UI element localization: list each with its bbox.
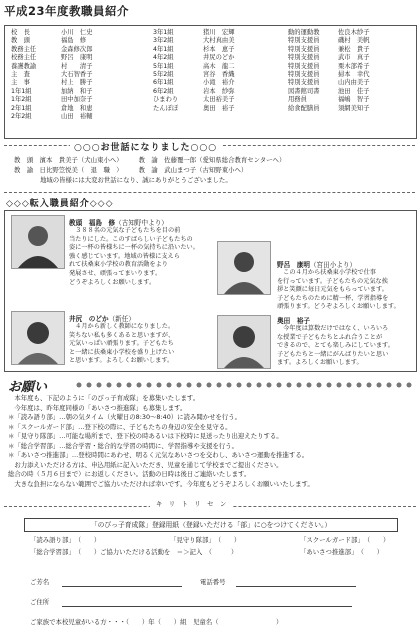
request-line: 大きな負担にならない範囲でご協力いただければ幸いです。今年度もどうぞよろしくお願いいたします。: [8, 479, 314, 488]
staff-name: 金森修次郎: [61, 45, 93, 53]
ornament-dot: [307, 383, 312, 388]
person-2-message: [277, 269, 400, 312]
person-portrait-icon: [12, 216, 64, 268]
staff-role: 特別支援員: [288, 54, 320, 62]
ornament-dot: [357, 383, 362, 388]
ornament-dot: [377, 383, 382, 388]
staff-role: 動的運動教: [288, 29, 320, 36]
staff-row: [288, 37, 369, 45]
staff-row: [288, 105, 369, 113]
staff-role: 3年2組: [153, 37, 174, 45]
staff-row: [153, 54, 234, 62]
message-line: 元気いっぱい頑張ります。子どもたち: [69, 340, 174, 348]
person-1-message: [69, 227, 199, 287]
ornament-dot: [117, 383, 122, 388]
staff-name: 福嶋 智子: [338, 96, 370, 104]
staff-role: 主 事: [11, 79, 30, 87]
staff-name: 大村真由美: [203, 37, 235, 45]
staff-photo: [11, 215, 65, 269]
staff-name: 奥田 裕子: [203, 104, 235, 112]
request-line: ＊「総合学習部」…総合学習・総合的な学習の時間に、学習指導や支援を行う。: [8, 441, 239, 450]
thanks-banner: ○○○お世話になりました○○○: [70, 140, 221, 153]
staff-role: 主 査: [11, 70, 30, 78]
ornament-dot: [107, 383, 112, 388]
staff-column-1: [11, 29, 92, 121]
transfer-box: [4, 210, 417, 372]
staff-row: [11, 46, 92, 54]
staff-name: 太田裕美子: [203, 96, 235, 104]
staff-name: 山内由美子: [338, 79, 370, 87]
divider: [4, 192, 415, 193]
staff-row: [153, 96, 234, 104]
staff-name: 高木 龍二: [203, 62, 235, 70]
staff-role: 校 長: [11, 29, 30, 36]
staff-name: 山田 裕輔: [61, 112, 93, 120]
person-2-name: 野呂 康明（宮田小より）: [277, 261, 357, 269]
staff-role: 校務主任: [11, 54, 37, 62]
staff-role: 特別支援員: [288, 70, 320, 78]
staff-row: [11, 37, 92, 45]
ornament-dot: [97, 383, 102, 388]
message-line: と思います。よろしくお願いします。: [69, 357, 174, 365]
ornament-dot: [397, 383, 402, 388]
staff-name: 岩本 紗弥: [203, 87, 235, 95]
message-line: この４月から扶桑東小学校で仕事: [277, 269, 376, 276]
person-4-name: 奥田 裕子: [277, 317, 310, 325]
staff-row: [288, 46, 369, 54]
staff-role: 4年2組: [153, 54, 174, 62]
staff-role: ひまわり: [153, 96, 179, 104]
message-line: 当たりにした。このすばらしい子どもたちの: [69, 235, 193, 243]
request-line: 今年度は、昨年度同様の「あいさつ推進隊」も募集します。: [8, 403, 187, 412]
ornament-dot: [137, 383, 142, 388]
staff-name: 加納 和子: [61, 87, 93, 95]
staff-photo: [217, 241, 271, 295]
request-line: 本年度も、下記のように「のびっ子育成隊」を募集いたします。: [8, 394, 200, 402]
message-line: 頑張ります。どうぞよろしくお願いします。: [277, 303, 400, 311]
ornament-dot: [197, 383, 202, 388]
page-title: 平成23年度教職員紹介: [4, 4, 130, 18]
staff-name: 村 清子: [61, 62, 93, 70]
staff-role: 給食配膳員: [288, 104, 320, 112]
staff-role: 2年1組: [11, 104, 32, 112]
option-guard[interactable]: 「スクールガード部」 （ ）: [300, 536, 390, 544]
message-line: 今年度は算数だけではなく、いろいろ: [277, 325, 389, 332]
staff-role: 養護教諭: [11, 62, 37, 70]
request-line: 総合の時（５月６日まで）にお返しください。活動の日時は後日ご連絡いたします。: [8, 470, 251, 478]
message-line: 強く感じています。地域の皆様に支えら: [69, 252, 180, 260]
staff-name: 武市 真子: [338, 54, 370, 62]
staff-role: 図書館司書: [288, 87, 320, 95]
staff-name: 兼松 貴子: [338, 45, 370, 53]
request-line: ＊「スクールガード部」…登下校の際に、子どもたちの身辺の安全を見守る。: [8, 422, 232, 431]
thanks-line-2: 教 諭 日比野笠悦美（ 退 職 ） 教 諭 武山まつ子（古知野東小へ）: [14, 166, 248, 174]
staff-role: 1年1組: [11, 87, 32, 95]
staff-name: 猪川 宏輝: [203, 29, 235, 36]
person-portrait-icon: [218, 316, 270, 368]
name-field[interactable]: [62, 586, 182, 587]
ornament-dot: [247, 383, 252, 388]
staff-row: [11, 54, 92, 62]
staff-name: 小滝 裕介: [203, 79, 235, 87]
cut-label: キ リ ト リ セ ン: [150, 500, 232, 509]
staff-photo: [11, 311, 65, 365]
staff-row: [288, 96, 369, 104]
message-line: を行っています。子どもたちの元気な挨: [277, 277, 388, 285]
staff-row: [153, 79, 234, 87]
ornament-dot: [87, 383, 92, 388]
staff-role: 2年2組: [11, 112, 32, 120]
request-line: お力添えいただける方は、申込用紙に記入いただき、児童を通じて学校までご提出ください。: [8, 460, 283, 469]
staff-name: 福島 修: [61, 37, 87, 45]
ornament-dot: [317, 383, 322, 388]
staff-photo: [217, 315, 271, 369]
staff-name: 佐良木紗子: [338, 29, 370, 36]
staff-role: 特別支援員: [288, 45, 320, 53]
staff-role: 特別支援員: [288, 62, 320, 70]
staff-name: 杉本 恵子: [203, 45, 235, 53]
staff-name: 須網美知子: [338, 104, 370, 112]
staff-row: [153, 37, 234, 45]
person-1-name: 教頭 福島 修（古知野中より）: [69, 219, 168, 227]
option-greet[interactable]: 「あいさつ推進部」 （ ）: [300, 548, 384, 556]
staff-column-2: [153, 29, 234, 113]
decorative-border-icon: [74, 380, 414, 390]
ornament-dot: [277, 383, 282, 388]
message-line: できるので、とても楽しみにしています。: [277, 342, 394, 350]
ornament-dot: [407, 383, 412, 388]
staff-name: 井尻のどか: [203, 54, 235, 62]
message-line: 拶と笑顔に毎日元気をもらっています。: [277, 286, 388, 294]
staff-list-box: [4, 25, 417, 139]
staff-role: 特別支援員: [288, 79, 320, 87]
staff-row: [11, 113, 92, 121]
staff-name: 大石智香子: [61, 70, 93, 78]
ornament-dot: [217, 383, 222, 388]
ornament-dot: [387, 383, 392, 388]
request-body: [8, 394, 412, 489]
staff-row: [153, 46, 234, 54]
option-other[interactable]: ご協力いただける活動を ＝＞記入 （ ）: [100, 548, 238, 556]
staff-name: 栗木部希子: [338, 62, 370, 70]
staff-row: [11, 79, 92, 87]
option-study[interactable]: 「総合学習部」 （ ）: [30, 548, 101, 556]
ornament-dot: [187, 383, 192, 388]
option-watch[interactable]: 「見守り隊部」 （ ）: [170, 536, 241, 544]
staff-role: 3年1組: [153, 29, 174, 36]
ornament-dot: [157, 383, 162, 388]
staff-role: 用務員: [288, 96, 307, 104]
thanks-line-1: 教 頭 濱本 貴美子（犬山東小へ） 教 諭 佐藤覆一郎（愛知県総合教育センターへ）: [14, 156, 286, 164]
person-3-name: 井尻 のどか（新任）: [69, 315, 135, 323]
ornament-dot: [327, 383, 332, 388]
staff-row: [288, 88, 369, 96]
ornament-dot: [267, 383, 272, 388]
staff-name: 小川 仁史: [61, 29, 93, 36]
form-title: 「のびっ子育成隊」登録用紙（登録いただける「部」に○をつけてください。）: [24, 518, 398, 532]
message-line: れて扶桑東小学校の教育活動をより: [69, 261, 168, 269]
phone-label: 電話番号: [200, 578, 226, 586]
ornament-dot: [177, 383, 182, 388]
ornament-dot: [237, 383, 242, 388]
staff-role: 4年1組: [153, 45, 174, 53]
ornament-dot: [127, 383, 132, 388]
staff-name: 倉地 和恵: [61, 104, 93, 112]
person-portrait-icon: [218, 242, 270, 294]
option-read[interactable]: 「読み語り部」 （ ）: [30, 536, 101, 544]
address-label: ご住所: [30, 598, 50, 606]
staff-row: [288, 79, 369, 87]
staff-name: 田中加奈子: [61, 96, 93, 104]
message-line: ３８８名の元気な子どもたちを目の前: [69, 227, 181, 234]
message-line: 笑ちない私も多くあると思いますが、: [69, 331, 175, 339]
staff-row: [11, 63, 92, 71]
ornament-dot: [367, 383, 372, 388]
staff-column-3: [288, 29, 369, 113]
staff-row: [288, 63, 369, 71]
ornament-dot: [227, 383, 232, 388]
staff-row: [288, 54, 369, 62]
child-row[interactable]: ご家族で本校児童がいる方・・・（ ）年（ ）組 児童名（ ）: [30, 618, 283, 626]
request-line: ＊「読み語り部」…朝の気タイム（火曜日の8:30～8:40）に読み聞かせを行う。: [8, 413, 242, 421]
request-line: ＊「あいさつ推進部」…登校時間にあわせ、明るく元気なあいさつを交わし、あいさつ運動を推進する。: [8, 451, 309, 459]
staff-name: 宮谷 香織: [203, 70, 235, 78]
staff-role: 1年2組: [11, 96, 32, 104]
person-portrait-icon: [12, 312, 64, 364]
request-heading: お願い: [8, 380, 48, 395]
staff-name: 池田 佳子: [338, 87, 370, 95]
staff-role: たんぽぽ: [153, 104, 179, 112]
ornament-dot: [297, 383, 302, 388]
message-line: と一緒に扶桑東小学校を盛り上げたい: [69, 348, 175, 356]
ornament-dot: [77, 383, 82, 388]
message-line: どうぞよろしくお願いします。: [69, 278, 156, 286]
staff-row: [11, 88, 92, 96]
staff-role: 6年1組: [153, 79, 174, 87]
staff-row: [153, 63, 234, 71]
ornament-dot: [347, 383, 352, 388]
message-line: 姿に一杯の皆様ちに一杯の気持ちに沿いたい。: [69, 244, 199, 252]
ornament-dot: [337, 383, 342, 388]
staff-row: [153, 88, 234, 96]
person-3-message: [69, 323, 174, 366]
staff-row: [153, 105, 234, 113]
ornament-dot: [257, 383, 262, 388]
staff-name: 掃本 幸代: [338, 70, 370, 78]
person-4-message: [277, 325, 394, 368]
staff-name: 野呂 康明: [61, 54, 93, 62]
thanks-line-3: 地域の皆様には大変お世話になり、誠にありがとうございました。: [40, 176, 232, 184]
transfer-banner: ◇◇◇転入職員紹介◇◇◇: [6, 199, 114, 209]
ornament-dot: [207, 383, 212, 388]
staff-row: [11, 105, 92, 113]
staff-name: 磯村 美帆: [338, 37, 370, 45]
message-line: ４月から新しく教師になりました。: [69, 323, 175, 330]
ornament-dot: [147, 383, 152, 388]
message-line: 子どもたちと一緒にがんばりたいと思い: [277, 350, 389, 358]
ornament-dot: [287, 383, 292, 388]
staff-role: 5年2組: [153, 70, 174, 78]
staff-role: 教 頭: [11, 37, 30, 45]
ornament-dot: [167, 383, 172, 388]
staff-role: 5年1組: [153, 62, 174, 70]
message-line: 発展させ、頑張ってまいります。: [69, 269, 162, 277]
staff-role: 特別支援員: [288, 37, 320, 45]
request-line: ＊「見守り隊部」…可能な場所まで、登下校の時あるいは下校時に見送ったり出迎えたりする。: [8, 432, 283, 440]
address-field[interactable]: [62, 606, 352, 607]
staff-role: 教務主任: [11, 45, 37, 53]
message-line: 子どもたちのために精一杯、学習指導を: [277, 294, 389, 302]
staff-role: 6年2組: [153, 87, 174, 95]
name-label: ご芳名: [30, 578, 50, 586]
staff-name: 村上 勝子: [61, 79, 93, 87]
staff-row: [11, 96, 92, 104]
message-line: ます。よろしくお願いします。: [277, 359, 363, 367]
message-line: な授業で子どもたちとふれ合うことが: [277, 333, 383, 341]
phone-field[interactable]: [236, 586, 356, 587]
